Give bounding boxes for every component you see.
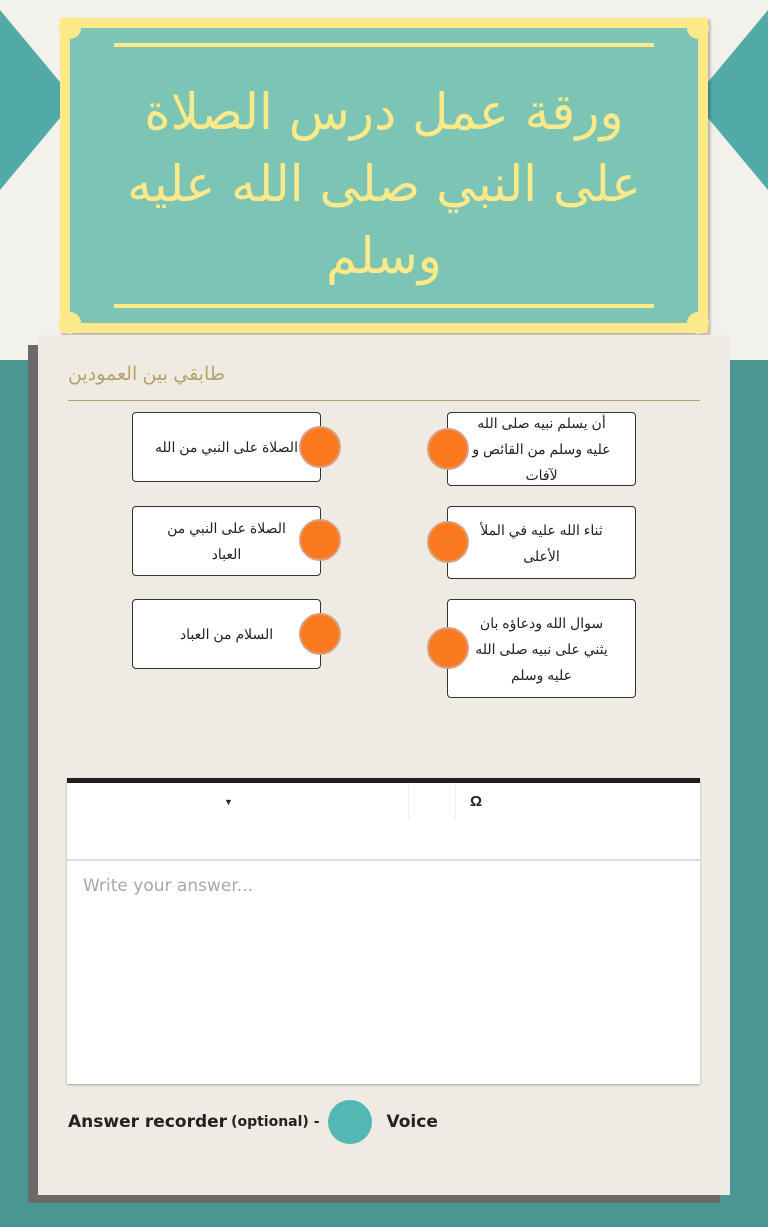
answer-input[interactable]: Write your answer... xyxy=(83,876,253,896)
connector-right-2[interactable] xyxy=(427,521,469,563)
recorder-label: Answer recorder xyxy=(68,1112,228,1132)
connector-right-1[interactable] xyxy=(427,428,469,470)
voice-label: Voice xyxy=(386,1112,438,1132)
record-voice-button[interactable] xyxy=(328,1100,372,1144)
left-item-3[interactable]: السلام من العباد xyxy=(132,599,321,669)
answer-recorder xyxy=(68,1100,438,1144)
recorder-optional: (optional) - xyxy=(231,1114,320,1130)
right-item-3[interactable]: سوال الله ودعاؤه بان يثني على نبيه صلى الله عليه وسلم xyxy=(447,599,636,698)
format-dropdown-icon[interactable]: ▼ xyxy=(224,797,233,807)
instruction: طابقي بين العمودين xyxy=(68,364,225,385)
left-item-2[interactable]: الصلاة على النبي من العباد xyxy=(132,506,321,576)
connector-left-3[interactable] xyxy=(299,613,341,655)
right-item-2[interactable]: ثناء الله عليه في الملأ الأعلى xyxy=(447,506,636,579)
connector-left-2[interactable] xyxy=(299,519,341,561)
connector-left-1[interactable] xyxy=(299,426,341,468)
left-item-1[interactable]: الصلاة على النبي من الله xyxy=(132,412,321,482)
title-card xyxy=(60,18,708,333)
connector-right-3[interactable] xyxy=(427,627,469,669)
answer-editor xyxy=(67,778,700,1084)
divider xyxy=(68,400,700,401)
worksheet xyxy=(38,335,730,1195)
special-char-button[interactable]: Ω xyxy=(470,793,483,810)
right-item-1[interactable]: أن يسلم نبيه صلى الله عليه وسلم من القائص و لآفات xyxy=(447,412,636,486)
page-title: ورقة عمل درس الصلاة على النبي صلى الله عليه وسلم xyxy=(126,83,642,285)
editor-toolbar xyxy=(67,783,700,861)
